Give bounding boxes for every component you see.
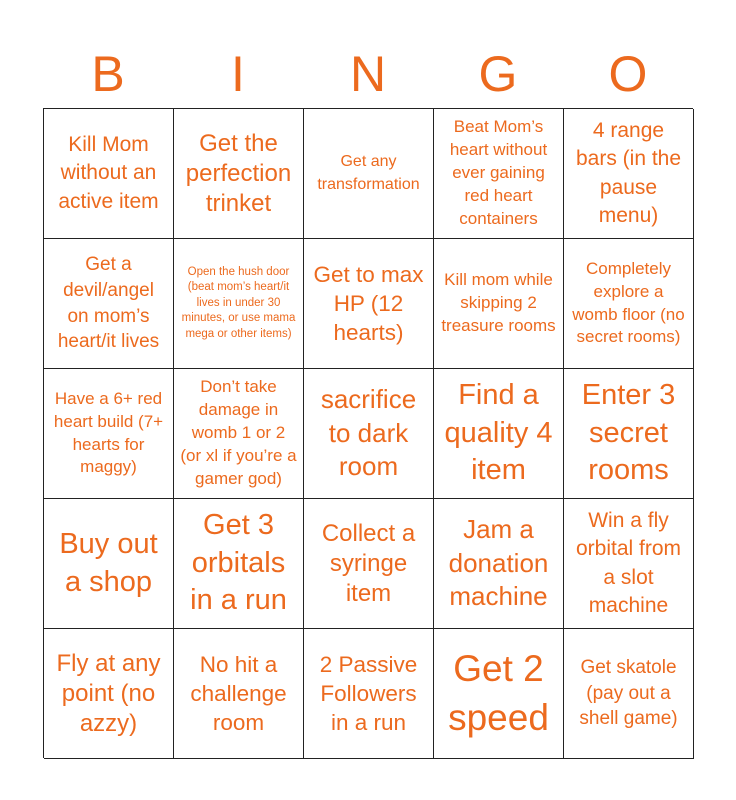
bingo-cell-r1-c3[interactable]: Get any transformation <box>304 109 434 239</box>
bingo-cell-r2-c3[interactable]: Get to max HP (12 hearts) <box>304 239 434 369</box>
bingo-cell-r4-c3[interactable]: Collect a syringe item <box>304 499 434 629</box>
bingo-cell-r1-c2[interactable]: Get the perfection trinket <box>174 109 304 239</box>
bingo-board <box>43 108 693 758</box>
bingo-cell-r4-c5[interactable]: Win a fly orbital from a slot machine <box>564 499 694 629</box>
bingo-cell-r5-c5[interactable]: Get skatole (pay out a shell game) <box>564 629 694 759</box>
bingo-cell-r2-c5[interactable]: Completely explore a womb floor (no secret rooms) <box>564 239 694 369</box>
bingo-cell-r5-c3[interactable]: 2 Passive Followers in a run <box>304 629 434 759</box>
bingo-cell-r3-c5[interactable]: Enter 3 secret rooms <box>564 369 694 499</box>
header-letter-n: N <box>349 46 387 102</box>
bingo-cell-r2-c4[interactable]: Kill mom while skipping 2 treasure rooms <box>434 239 564 369</box>
bingo-cell-r5-c1[interactable]: Fly at any point (no azzy) <box>44 629 174 759</box>
bingo-cell-r3-c2[interactable]: Don’t take damage in womb 1 or 2 (or xl if you’re a gamer god) <box>174 369 304 499</box>
header-letter-i: I <box>231 46 245 102</box>
header-letter-o: O <box>608 46 648 102</box>
bingo-cell-r3-c4[interactable]: Find a quality 4 item <box>434 369 564 499</box>
bingo-cell-r4-c1[interactable]: Buy out a shop <box>44 499 174 629</box>
bingo-cell-r2-c2[interactable]: Open the hush door (beat mom’s heart/it lives in under 30 minutes, or use mama mega or other items) <box>174 239 304 369</box>
bingo-cell-r1-c4[interactable]: Beat Mom’s heart without ever gaining red heart containers <box>434 109 564 239</box>
bingo-header <box>43 40 693 108</box>
bingo-cell-r3-c3[interactable]: sacrifice to dark room <box>304 369 434 499</box>
bingo-cell-r4-c4[interactable]: Jam a donation machine <box>434 499 564 629</box>
bingo-cell-r5-c4[interactable]: Get 2 speed <box>434 629 564 759</box>
header-letter-g: G <box>478 46 518 102</box>
bingo-cell-r2-c1[interactable]: Get a devil/angel on mom’s heart/it lives <box>44 239 174 369</box>
bingo-cell-r4-c2[interactable]: Get 3 orbitals in a run <box>174 499 304 629</box>
header-letter-b: B <box>91 46 125 102</box>
bingo-cell-r3-c1[interactable]: Have a 6+ red heart build (7+ hearts for maggy) <box>44 369 174 499</box>
bingo-cell-r1-c1[interactable]: Kill Mom without an active item <box>44 109 174 239</box>
bingo-cell-r1-c5[interactable]: 4 range bars (in the pause menu) <box>564 109 694 239</box>
bingo-cell-r5-c2[interactable]: No hit a challenge room <box>174 629 304 759</box>
